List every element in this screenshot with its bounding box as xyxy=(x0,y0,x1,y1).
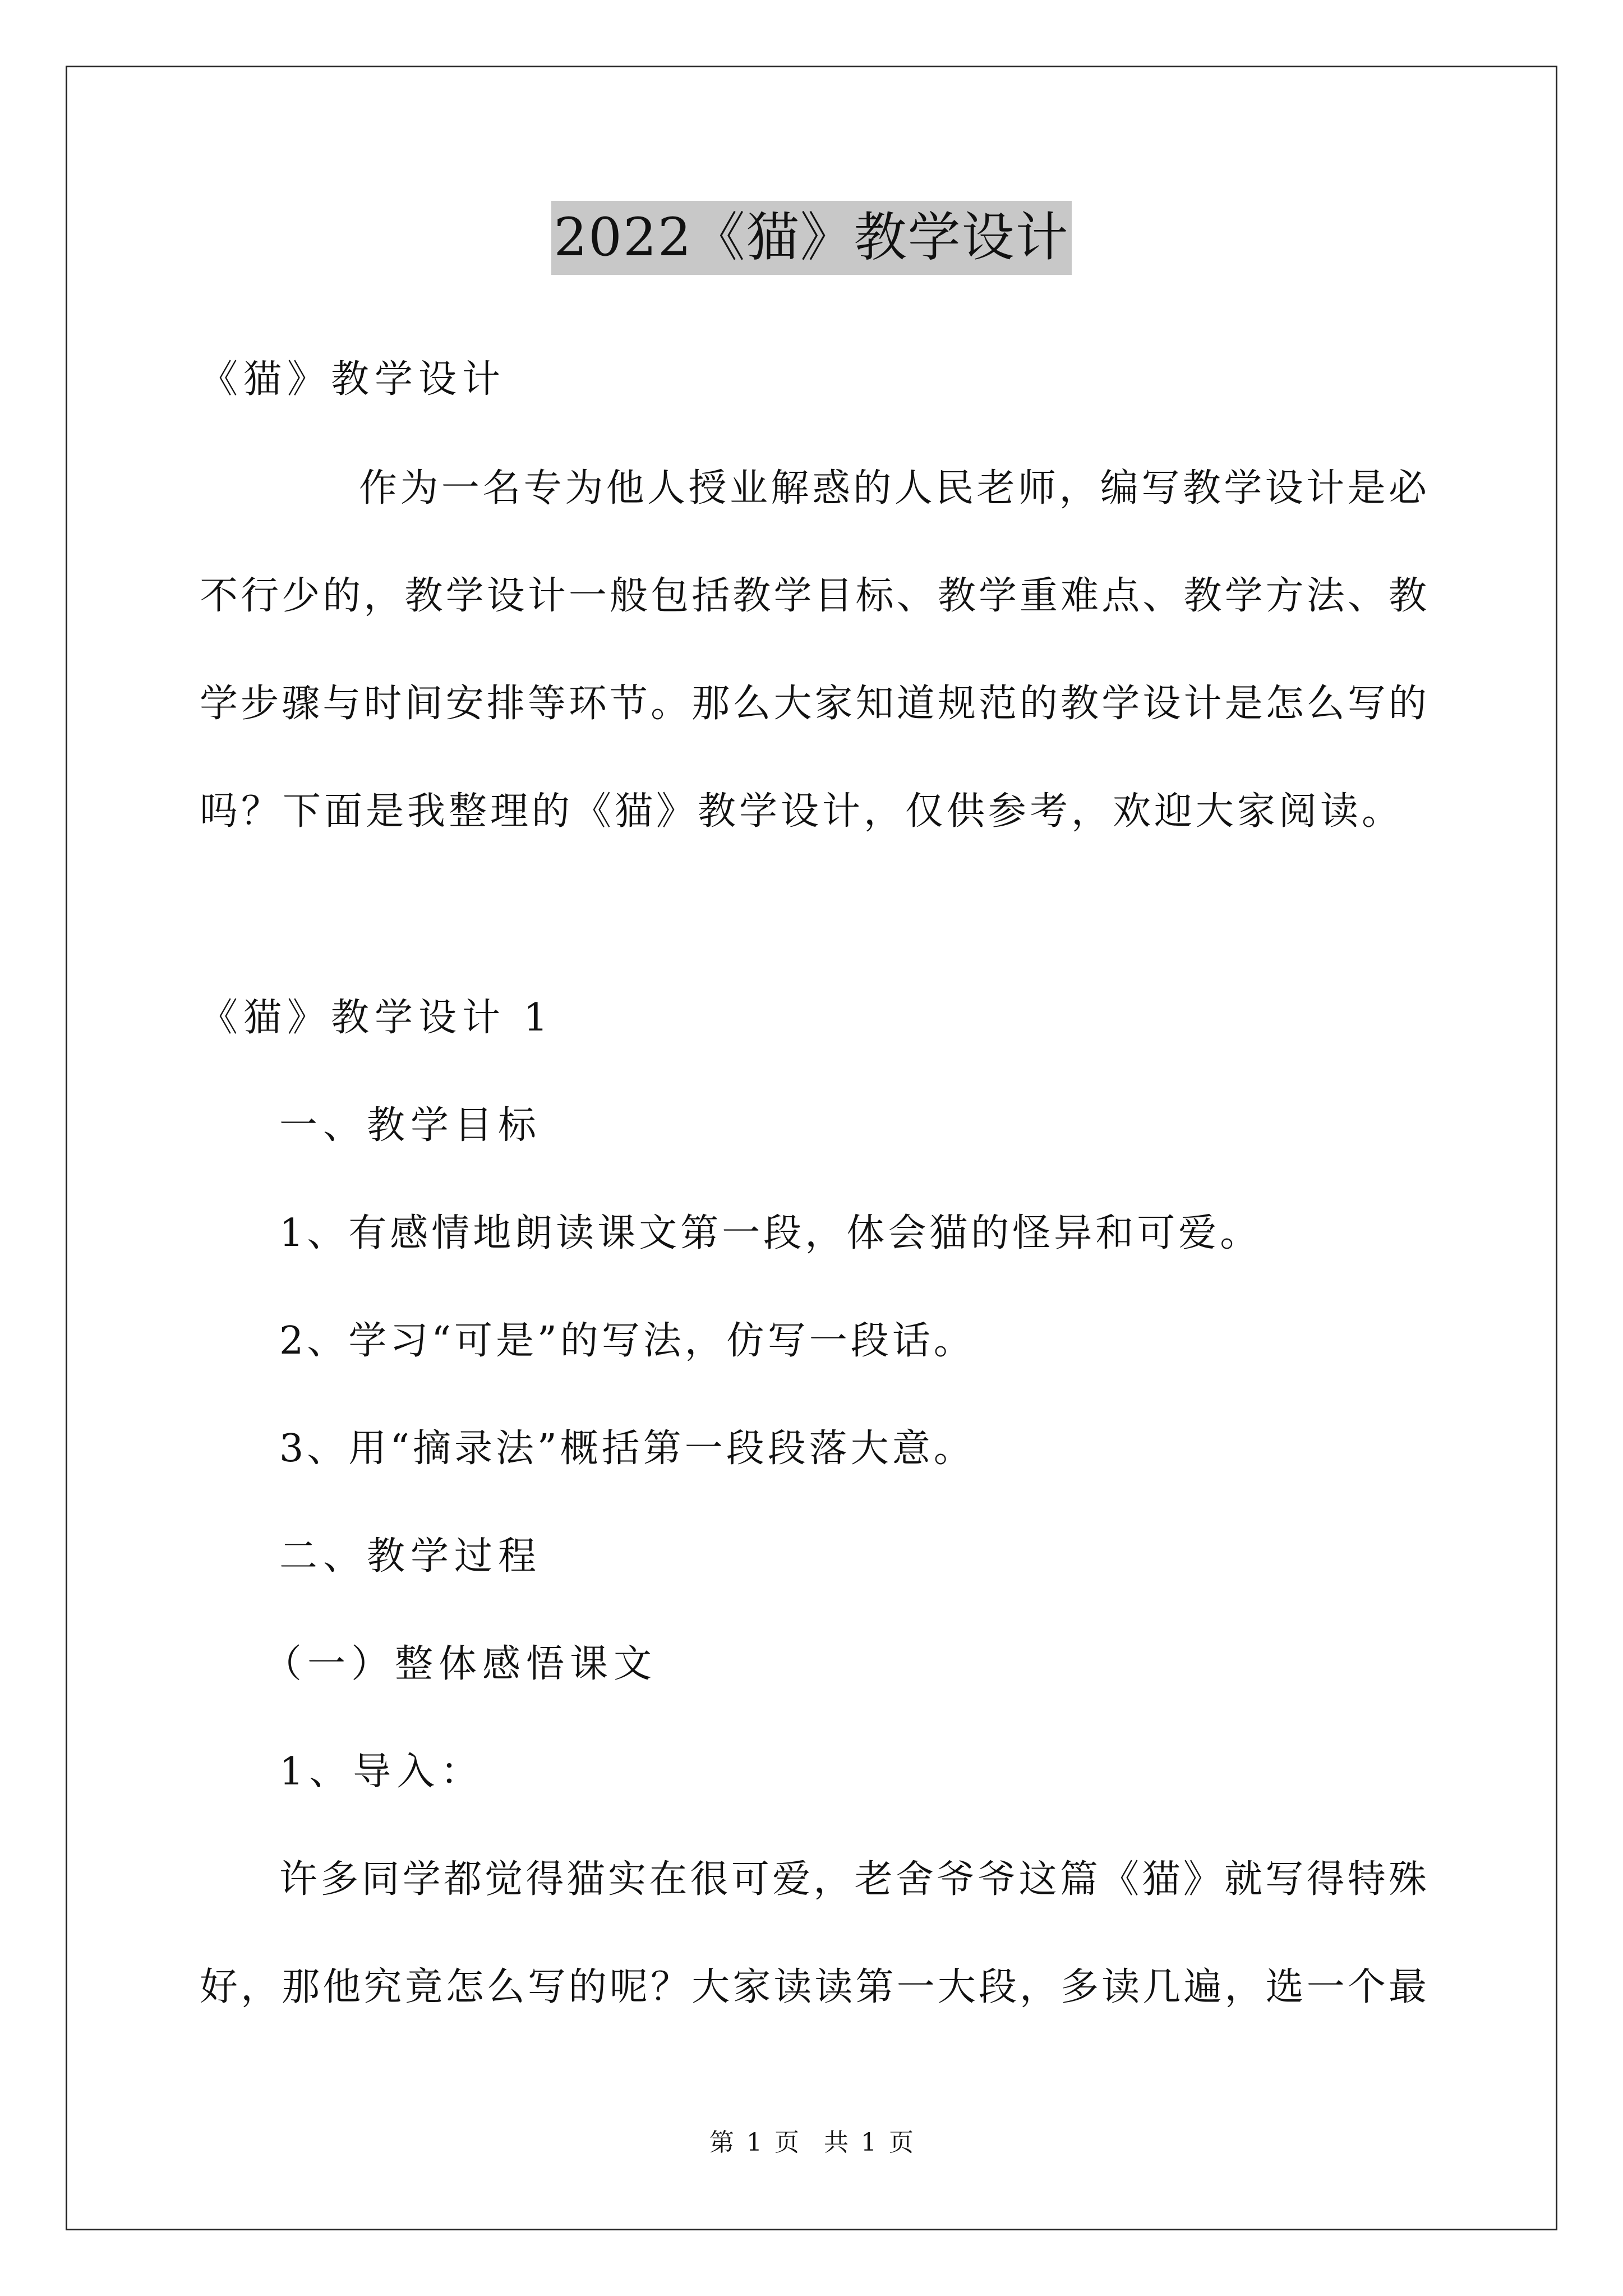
intro-line-1: 作为一名专为他人授业解惑的人民老师，编写教学设计是必 xyxy=(359,466,1427,510)
step-1: 1、导入： xyxy=(279,1750,485,1794)
process-heading: 二、教学过程 xyxy=(279,1534,542,1579)
body-line-2: 好，那他究竟怎么写的呢？大家读读第一大段，多读几遍，选一个最 xyxy=(200,1965,1427,2009)
intro-line-4: 吗？下面是我整理的《猫》教学设计，仅供参考，欢迎大家阅读。 xyxy=(200,789,1404,834)
intro-line-3: 学步骤与时间安排等环节。那么大家知道规范的教学设计是怎么写的 xyxy=(200,682,1427,726)
process-subheading: （一）整体感悟课文 xyxy=(264,1642,658,1686)
section-heading: 《猫》教学设计 1 xyxy=(200,996,554,1040)
goal-item-3: 3、用“摘录法”概括第一段段落大意。 xyxy=(279,1427,975,1471)
body-line-1: 许多同学都觉得猫实在很可爱，老舍爷爷这篇《猫》就写得特殊 xyxy=(279,1857,1427,1902)
page-footer: 第 1 页 共 1 页 xyxy=(709,2128,914,2157)
goal-item-1: 1、有感情地朗读课文第一段，体会猫的怪异和可爱。 xyxy=(279,1211,1262,1255)
document-title: 2022《猫》教学设计 xyxy=(551,201,1071,275)
intro-line-2: 不行少的，教学设计一般包括教学目标、教学重难点、教学方法、教 xyxy=(200,574,1427,618)
goals-heading: 一、教学目标 xyxy=(279,1103,542,1148)
goal-item-2: 2、学习“可是”的写法，仿写一段话。 xyxy=(279,1319,975,1363)
title-container xyxy=(0,201,1623,275)
subtitle: 《猫》教学设计 xyxy=(200,357,506,402)
